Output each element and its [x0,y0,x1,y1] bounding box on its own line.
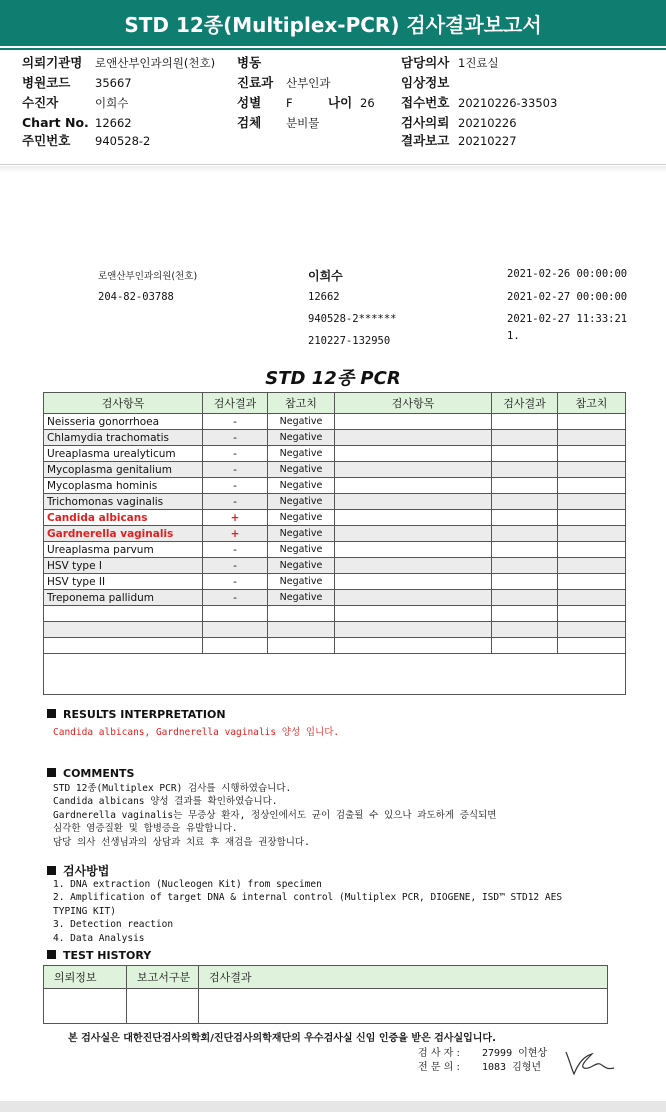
reference-cell: Negative [268,590,335,606]
col-header-ref: 참고치 [268,393,335,414]
table-row [44,430,626,446]
test-result-cell: - [203,462,268,478]
chart-label: Chart No. [22,115,89,130]
reference-cell [268,638,335,654]
doctor-value: 1진료실 [458,56,499,70]
test-item-cell: HSV type II [44,574,203,590]
comment-line: 담당 의사 선생님과의 상담과 치료 후 재검을 권장합니다. [53,836,310,848]
reference-cell [558,574,626,590]
specialist-value: 1083 김형년 [482,1062,542,1073]
history-cell [127,989,199,1024]
reference-cell [268,606,335,622]
comment-line: 심각한 염증질환 및 합병증을 유발합니다. [53,823,238,835]
test-item-cell: Mycoplasma genitalium [44,462,203,478]
reference-cell [558,446,626,462]
table-row [44,638,626,654]
reference-cell: Negative [268,558,335,574]
recv-label: 접수번호 [401,95,450,110]
reference-cell: Negative [268,510,335,526]
test-result-cell [492,638,558,654]
comment-line: STD 12종(Multiplex PCR) 검사를 시행하였습니다. [53,783,292,794]
table-row [44,462,626,478]
test-item-cell [335,446,492,462]
report-label: 결과보고 [401,133,450,148]
method-line: 4. Data Analysis [53,932,145,944]
interpretation-text: Candida albicans, Gardnerella vaginalis 양성 입니다. [53,727,340,738]
test-result-cell: - [203,446,268,462]
clinical-label: 임상정보 [401,75,450,90]
test-result-cell [492,494,558,510]
specialist-label: 전 문 의 : [418,1062,460,1073]
test-item-cell [44,638,203,654]
info-shadow [0,166,666,172]
test-result-cell: + [203,510,268,526]
code-value: 35667 [95,76,132,90]
history-row [44,989,608,1024]
test-item-cell: Neisseria gonorrhoea [44,414,203,430]
signature-icon [562,1048,620,1078]
table-row [44,414,626,430]
comment-line: Candida albicans 양성 결과를 확인하였습니다. [53,796,278,808]
patient-value: 이희수 [95,96,129,110]
method-body [53,878,562,945]
report-value: 20210227 [458,134,517,148]
req-value: 20210226 [458,116,517,130]
doc-specno: 210227-132950 [308,335,391,347]
table-row [44,526,626,542]
reference-cell: Negative [268,478,335,494]
empty-cell [44,654,626,695]
age-value: 26 [360,96,375,110]
history-title: TEST HISTORY [47,949,151,962]
test-item-cell: Mycoplasma hominis [44,478,203,494]
table-row [44,494,626,510]
test-result-cell [492,462,558,478]
test-result-cell [492,526,558,542]
test-result-cell: - [203,558,268,574]
test-item-cell: Ureaplasma parvum [44,542,203,558]
doc-clinic: 로앤산부인과의원(천호) [98,271,198,282]
doctor-label: 담당의사 [401,55,450,70]
test-item-cell [335,638,492,654]
test-item-cell: HSV type I [44,558,203,574]
reference-cell: Negative [268,574,335,590]
specimen-value: 분비물 [286,116,320,130]
table-row [44,558,626,574]
test-item-cell [335,510,492,526]
reference-cell [558,414,626,430]
table-empty-row [44,654,626,695]
ward-label: 병동 [237,55,262,70]
history-header-row [44,966,608,989]
test-result-cell: - [203,494,268,510]
reference-cell: Negative [268,446,335,462]
test-item-cell [335,622,492,638]
test-result-cell: - [203,478,268,494]
reference-cell [558,430,626,446]
method-line: 3. Detection reaction [53,919,174,931]
age-label: 나이 [328,95,353,110]
reference-cell [558,622,626,638]
reference-cell [558,638,626,654]
square-bullet-icon [47,709,56,718]
doc-date1: 2021-02-26 00:00:00 [507,268,628,280]
recv-value: 20210226-33503 [458,96,558,110]
test-item-cell [335,430,492,446]
col-header-item: 검사항목 [44,393,203,414]
test-item-cell [335,606,492,622]
method-line: TYPING KIT) [53,905,116,917]
inst-label: 의뢰기관명 [22,55,83,70]
reference-cell [558,526,626,542]
reference-cell [558,606,626,622]
req-label: 검사의뢰 [401,115,450,130]
test-result-cell [492,542,558,558]
col-header-item-2: 검사항목 [335,393,492,414]
test-result-cell: - [203,414,268,430]
doc-date2: 2021-02-27 00:00:00 [507,291,628,303]
method-title: 검사방법 [47,862,109,879]
test-item-cell [335,462,492,478]
report-title: STD 12종(Multiplex-PCR) 검사결과보고서 [124,12,542,37]
reference-cell: Negative [268,414,335,430]
test-result-cell [492,558,558,574]
results-header-row [44,393,626,414]
test-result-cell [203,638,268,654]
doc-bizno: 204-82-03788 [98,291,174,303]
interpretation-title: RESULTS INTERPRETATION [47,708,226,721]
square-bullet-icon [47,950,56,959]
test-item-cell: Gardnerella vaginalis [44,526,203,542]
results-table [43,392,626,695]
history-cell [44,989,127,1024]
test-item-cell [44,622,203,638]
test-result-cell [492,606,558,622]
test-item-cell: Trichomonas vaginalis [44,494,203,510]
table-row [44,510,626,526]
test-result-cell [203,622,268,638]
reference-cell [558,462,626,478]
reference-cell [268,622,335,638]
reference-cell [558,542,626,558]
test-result-cell: - [203,542,268,558]
test-result-cell [492,478,558,494]
info-divider [0,164,666,165]
table-row [44,574,626,590]
panel-title: STD 12종 PCR [265,368,401,389]
doc-date3-cont: 1. [507,330,520,342]
table-row [44,446,626,462]
reference-cell: Negative [268,430,335,446]
test-item-cell [44,606,203,622]
table-row [44,590,626,606]
square-bullet-icon [47,768,56,777]
patient-label: 수진자 [22,95,59,110]
chart-value: 12662 [95,116,132,130]
test-result-cell [492,510,558,526]
reference-cell: Negative [268,542,335,558]
test-item-cell: Treponema pallidum [44,590,203,606]
page-bottom-band [0,1101,666,1112]
method-line: 2. Amplification of target DNA & internal control (Multiplex PCR, DIOGENE, ISD™ STD12 AES [53,892,563,904]
test-result-cell [492,430,558,446]
reference-cell [558,590,626,606]
test-result-cell [492,446,558,462]
test-item-cell [335,558,492,574]
comments-title: COMMENTS [47,767,134,780]
certification-note: 본 검사실은 대한진단검사의학회/진단검사의학재단의 우수검사실 신임 인증을 받은 검사실입니다. [68,1033,496,1044]
reference-cell [558,558,626,574]
col-header-ref-2: 참고치 [558,393,626,414]
test-item-cell [335,574,492,590]
test-item-cell [335,542,492,558]
specimen-label: 검체 [237,115,262,130]
table-row [44,622,626,638]
table-row [44,606,626,622]
doc-rrn: 940528-2****** [308,313,397,325]
test-item-cell: Chlamydia trachomatis [44,430,203,446]
col-header-result-2: 검사결과 [492,393,558,414]
code-label: 병원코드 [22,75,71,90]
reference-cell: Negative [268,462,335,478]
tester-value: 27999 이현상 [482,1048,548,1059]
sex-label: 성별 [237,95,262,110]
history-col-type: 보고서구분 [127,966,199,989]
history-col-request: 의뢰정보 [44,966,127,989]
test-result-cell [492,590,558,606]
reference-cell [558,478,626,494]
test-item-cell [335,590,492,606]
test-item-cell [335,526,492,542]
test-result-cell [492,414,558,430]
header-underline [0,48,666,50]
reference-cell [558,494,626,510]
sex-value: F [286,96,293,110]
test-item-cell [335,494,492,510]
doc-chart: 12662 [308,291,340,303]
history-col-result: 검사결과 [199,966,608,989]
id-label: 주민번호 [22,133,71,148]
test-item-cell: Ureaplasma urealyticum [44,446,203,462]
comments-body [53,782,496,849]
table-row [44,542,626,558]
inst-value: 로앤산부인과의원(천호) [95,56,216,70]
test-result-cell [492,574,558,590]
test-result-cell: + [203,526,268,542]
test-item-cell [335,478,492,494]
table-row [44,478,626,494]
test-result-cell: - [203,574,268,590]
history-cell [199,989,608,1024]
test-result-cell [203,606,268,622]
history-table [43,965,608,1024]
report-header [0,0,666,46]
id-value: 940528-2 [95,134,151,148]
square-bullet-icon [47,866,56,875]
tester-label: 검 사 자 : [418,1048,460,1059]
test-result-cell: - [203,590,268,606]
col-header-result: 검사결과 [203,393,268,414]
test-result-cell: - [203,430,268,446]
doc-name: 이희수 [308,269,343,283]
dept-value: 산부인과 [286,76,331,90]
doc-date3: 2021-02-27 11:33:21 [507,313,628,325]
comment-line: Gardnerella vaginalis는 무증상 환자, 정상인에서도 균이 검출될 수 있으나 과도하게 증식되면 [53,809,497,821]
dept-label: 진료과 [237,75,274,90]
test-result-cell [492,622,558,638]
reference-cell: Negative [268,526,335,542]
test-item-cell [335,414,492,430]
reference-cell: Negative [268,494,335,510]
method-line: 1. DNA extraction (Nucleogen Kit) from specimen [53,879,322,890]
reference-cell [558,510,626,526]
test-item-cell: Candida albicans [44,510,203,526]
